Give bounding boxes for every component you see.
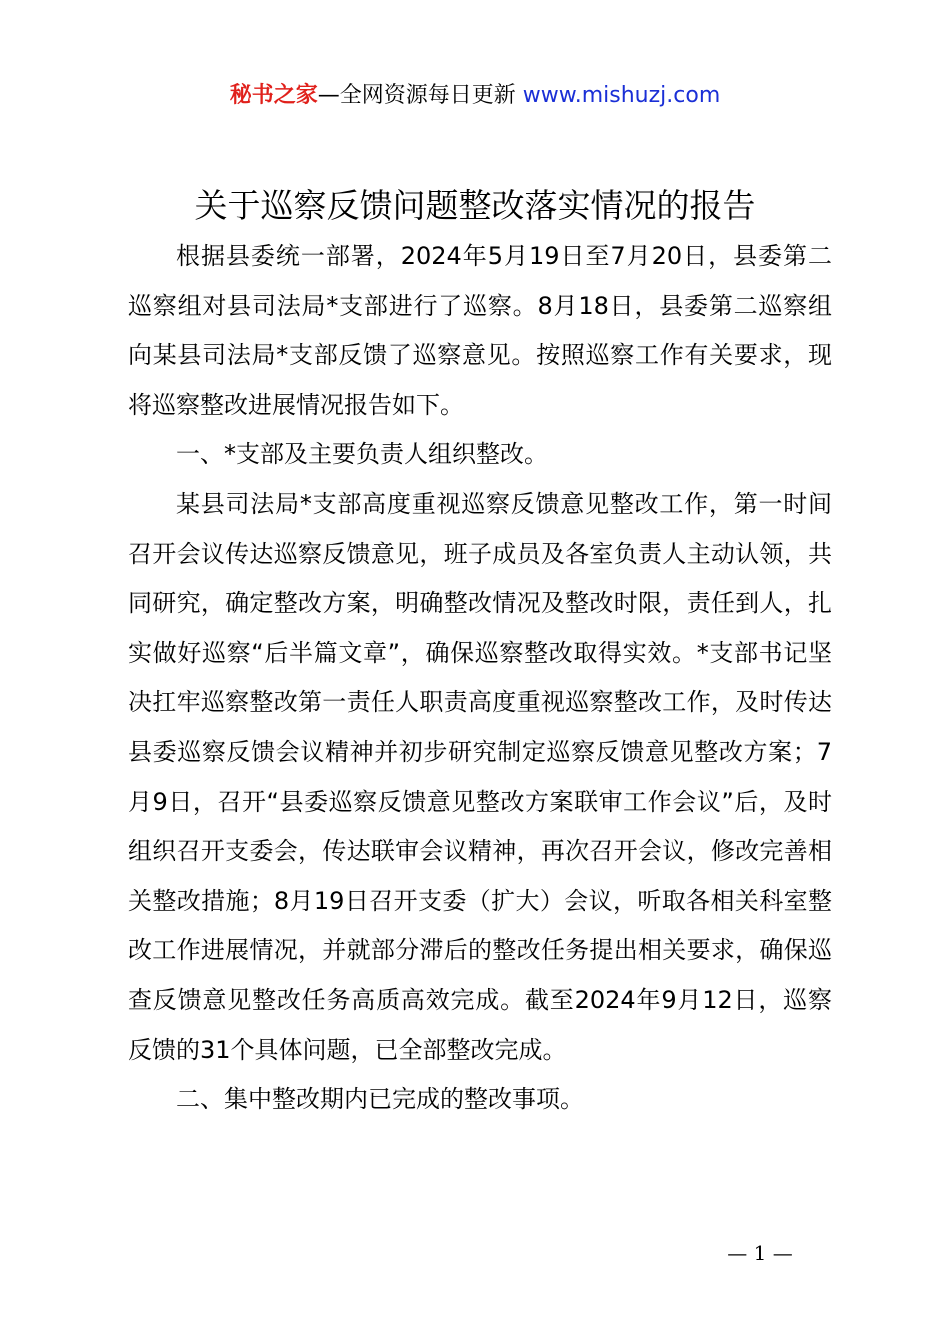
paragraph-intro: 根据县委统一部署，2024年5月19日至7月20日，县委第二巡察组对县司法局*支部进行了巡察。8月18日，县委第二巡察组向某县司法局*支部反馈了巡察意见。按照巡察工作有关要求，现将巡察整改进展情况报告如下。: [128, 242, 832, 419]
section-heading-2: 二、集中整改期内已完成的整改事项。: [176, 1085, 584, 1114]
site-url-link[interactable]: www.mishuzj.com: [522, 83, 721, 108]
document-body: [128, 232, 832, 1125]
page-number: — 1 —: [727, 1241, 793, 1265]
document-title: 关于巡察反馈问题整改落实情况的报告: [194, 186, 756, 225]
site-slogan: —全网资源每日更新: [317, 83, 523, 108]
site-header: [0, 80, 950, 112]
brand-name: 秘书之家: [229, 83, 318, 108]
section-heading-1: 一、*支部及主要负责人组织整改。: [176, 440, 548, 469]
paragraph-section-1: 某县司法局*支部高度重视巡察反馈意见整改工作，第一时间召开会议传达巡察反馈意见，班子成员及各室负责人主动认领，共同研究，确定整改方案，明确整改情况及整改时限，责任到人，扎实做好巡察“后半篇文章”，确保巡察整改取得实效。*支部书记坚决扛牢巡察整改第一责任人职责高度重视巡察整改工作，及时传达县委巡察反馈会议精神并初步研究制定巡察反馈意见整改方案；7月9日，召开“县委巡察反馈意见整改方案联审工作会议”后，及时组织召开支委会，传达联审会议精神，再次召开会议，修改完善相关整改措施；8月19日召开支委（扩大）会议，听取各相关科室整改工作进展情况，并就部分滞后的整改任务提出相关要求，确保巡查反馈意见整改任务高质高效完成。截至2024年9月12日，巡察反馈的31个具体问题，已全部整改完成。: [128, 489, 832, 1064]
